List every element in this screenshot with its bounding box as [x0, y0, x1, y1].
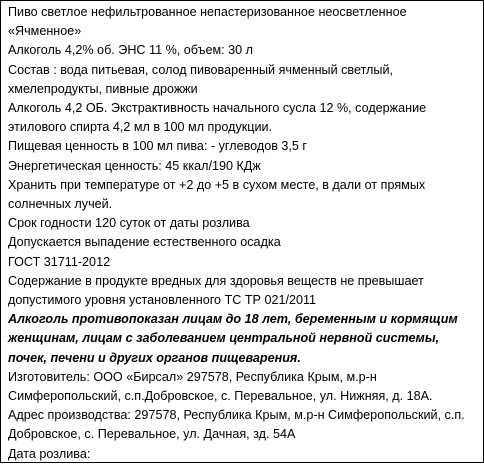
sediment-note: Допускается выпадение естественного осадка [8, 235, 281, 250]
harmful-substances-note: Содержание в продукте вредных для здоровья веществ не превышает допустимого уровня установленного ТС ТР 021/2011 [8, 273, 424, 308]
production-address: Адрес производства: 297578, Республика Крым, м.р-н Симферопольский, с.п. Добровское, с. Перевальное, ул. Дачная, зд. 54А [8, 408, 465, 442]
nutrition-value: Пищевая ценность в 100 мл пива: - углеводов 3,5 г [8, 139, 307, 154]
extract-info: Алкоголь 4,2 ОБ. Экстрактивность начального сусла 12 %, содержание этилового спирта 4,2 мл в 100 мл продукции. [8, 101, 427, 135]
energy-value: Энергетическая ценность: 45 ккал/190 КДж [8, 158, 261, 173]
manufacturer-info: Изготовитель: ООО «Бирсал» 297578, Республика Крым, м.р-н Симферопольский, с.п.Добровское, с. Перевальное, ул. Нижняя, д. 18А. [8, 369, 433, 404]
alcohol-volume: Алкоголь 4,2% об. ЭНС 11 %, объем: 30 л [8, 43, 253, 58]
composition: Состав : вода питьевая, солод пивоваренный ячменный светлый, хмелепродукты, пивные дрожжи [8, 62, 393, 96]
standard-code: ГОСТ 31711-2012 [8, 254, 111, 269]
shelf-life: Срок годности 120 суток от даты розлива [8, 216, 250, 231]
bottling-date: Дата розлива: [8, 446, 91, 461]
product-name: Пиво светлое нефильтрованное непастеризованное неосветленное «Ячменное» [8, 5, 407, 39]
storage-conditions: Хранить при температуре от +2 до +5 в сухом месте, в дали от прямых солнечных лучей. [8, 177, 426, 212]
health-warning: Алкоголь противопоказан лицам до 18 лет, беременным и кормящим женщинам, лицам с заболеванием центральной нервной системы, почек, печени и других органов пищеварения. [8, 312, 458, 365]
